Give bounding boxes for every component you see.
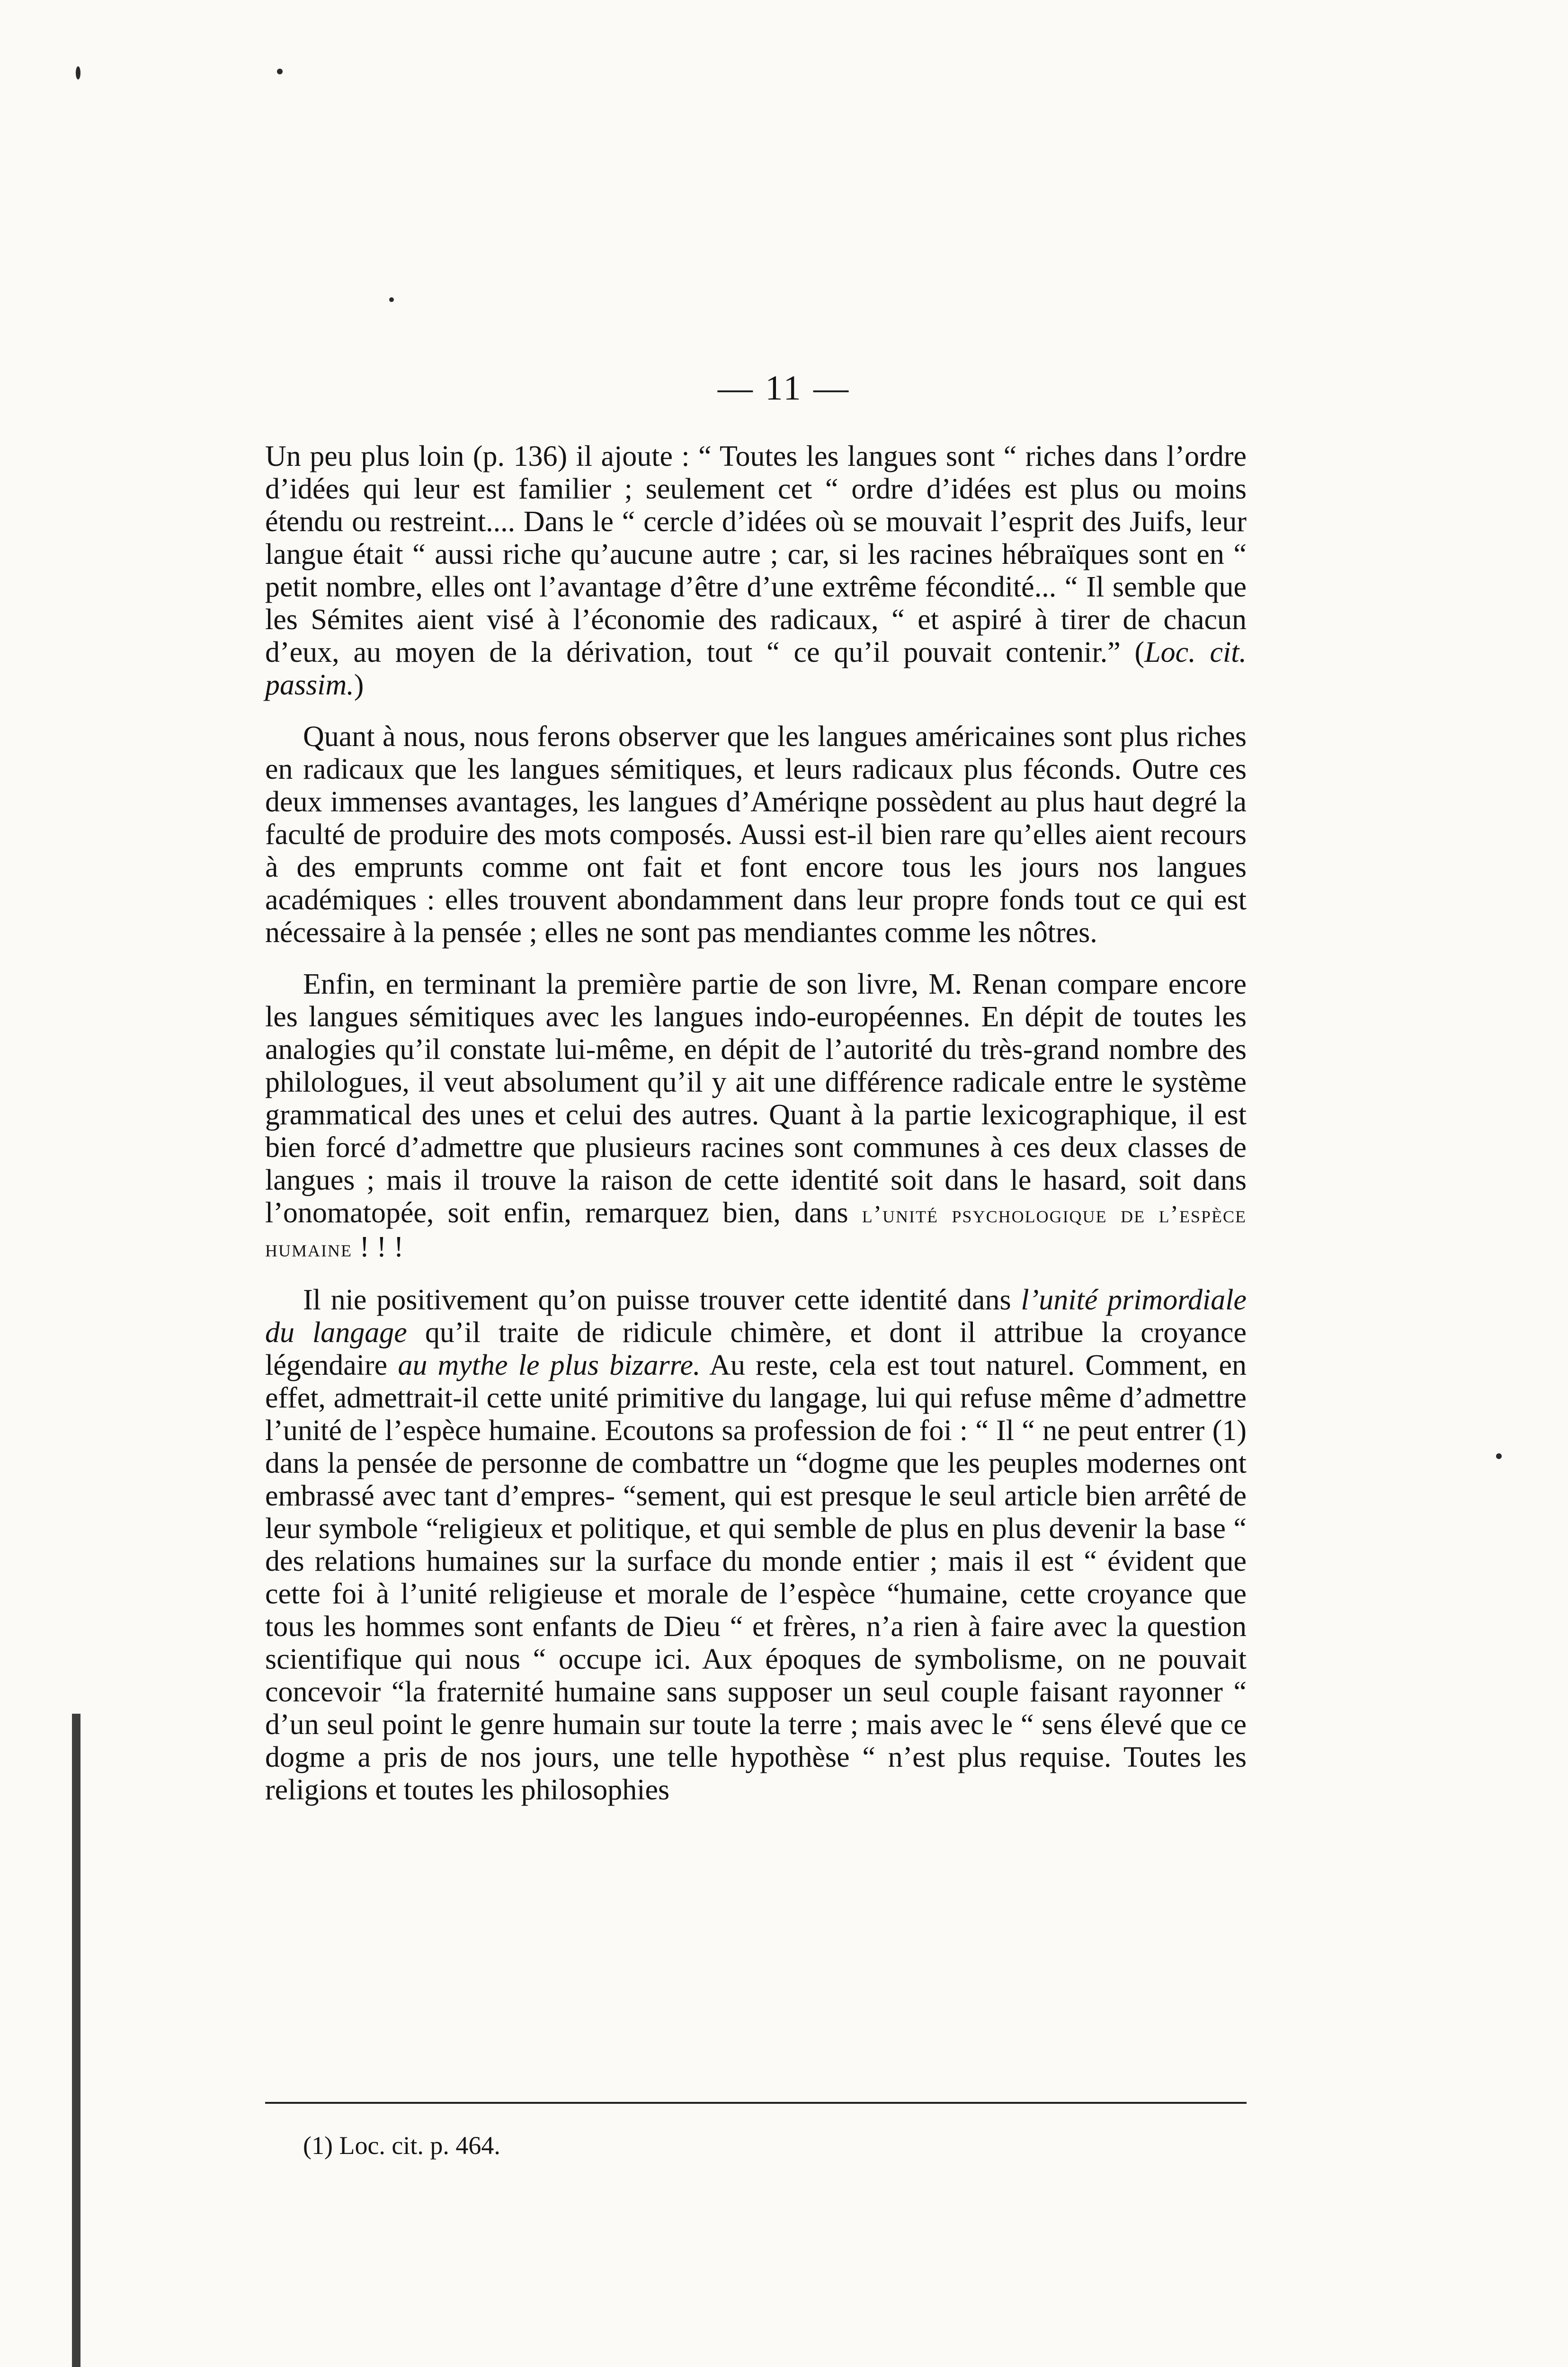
footnote: (1) Loc. cit. p. 464.	[303, 2131, 500, 2160]
paragraph-2	[265, 721, 1247, 949]
paragraph-1	[265, 440, 1247, 702]
text-segment: Il nie positivement qu’on puisse trouver cette identité dans	[303, 1284, 1021, 1316]
page-number: — 11 —	[717, 369, 851, 408]
ink-speck	[389, 297, 394, 302]
binding-edge-shadow	[72, 1714, 80, 2367]
footnote-rule	[265, 2102, 1247, 2104]
text-segment: qu’il traite de ridicule chimère, et dont il attribue la croyance légendaire	[265, 1317, 1247, 1381]
body-text	[265, 440, 1247, 1825]
text-segment: Au reste, cela est tout naturel. Comment, en effet, admettrait-il cette unité primitive du langage, lui qui refuse même d’admettre l’unité de l’espèce humaine. Ecoutons sa profession de foi : “ Il “ ne peut entrer (1) dans la pensée de personne de combattre un “dogme que les peuples modernes ont embrassé avec tant d’empres- “sement, qui est presque le seul article bien arrêté de leur symbole “religieux et politique, et qui semble de plus en plus devenir la base “ des relations humaines sur la surface du monde entier ; mais il est “ évident que cette foi à l’unité religieuse et morale de l’espèce “humaine, cette croyance que tous les hommes sont enfants de Dieu “ et frères, n’a rien à faire avec la question scientifique qui nous “ occupe ici. Aux époques de symbolisme, on ne pouvait concevoir “la fraternité humaine sans supposer un seul couple faisant rayonner “ d’un seul point le genre humain sur toute la terre ; mais avec le “ sens élevé que ce dogme a pris de nos jours, une telle hypothèse “ n’est plus requise. Toutes les religions et toutes les philosophies	[265, 1349, 1247, 1806]
text-segment: l’unité primordiale du langage	[265, 1284, 1247, 1349]
text-segment: Enfin, en terminant la première partie de son livre, M. Renan compare encore les langues sémitiques avec les langues indo-européennes. En dépit de toutes les analogies qu’il constate lui-même, en dépit de l’autorité du très-grand nombre des philologues, il veut absolument qu’il y ait une différence radicale entre le système grammatical des unes et celui des autres. Quant à la partie lexicographique, il est bien forcé d’admettre que plusieurs racines sont communes à ces deux classes de langues ; mais il trouve la raison de cette identité soit dans le hasard, soit dans l’onomatopée, soit enfin, remarquez bien, dans	[265, 968, 1247, 1229]
text-segment: )	[354, 669, 364, 701]
text-segment: Un peu plus loin (p. 136) il ajoute : “ Toutes les langues sont “ riches dans l’ordre d’idées qui leur est familier ; seulement cet “ ordre d’idées est plus ou moins étendu ou restreint.... Dans le “ cercle d’idées où se mouvait l’esprit des Juifs, leur langue était “ aussi riche qu’aucune autre ; car, si les racines hébraïques sont en “ petit nombre, elles ont l’avantage d’être d’une extrême fécondité... “ Il semble que les Sémites aient visé à l’économie des radicaux, “ et aspiré à tirer de chacun d’eux, au moyen de la dérivation, tout “ ce qu’il pouvait contenir.” (	[265, 440, 1247, 668]
text-segment: Loc. cit. passim.	[265, 636, 1247, 701]
paragraph-4	[265, 1284, 1247, 1806]
ink-speck	[277, 69, 283, 74]
text-segment: ! ! !	[352, 1231, 404, 1263]
text-segment: l’unité psychologique de l’espèce humaine	[265, 1201, 1247, 1262]
ink-speck	[76, 66, 80, 80]
ink-speck	[1496, 1453, 1502, 1459]
paragraph-3	[265, 968, 1247, 1265]
text-segment: Quant à nous, nous ferons observer que les langues américaines sont plus riches en radicaux que les langues sémitiques, et leurs radicaux plus féconds. Outre ces deux immenses avantages, les langues d’Amériqne possèdent au plus haut degré la faculté de produire des mots composés. Aussi est-il bien rare qu’elles aient recours à des emprunts comme ont fait et font encore tous les jours nos langues académiques : elles trouvent abondamment dans leur propre fonds tout ce qui est nécessaire à la pensée ; elles ne sont pas mendiantes comme les nôtres.	[265, 721, 1247, 949]
text-segment: au mythe le plus bizarre.	[398, 1349, 701, 1381]
